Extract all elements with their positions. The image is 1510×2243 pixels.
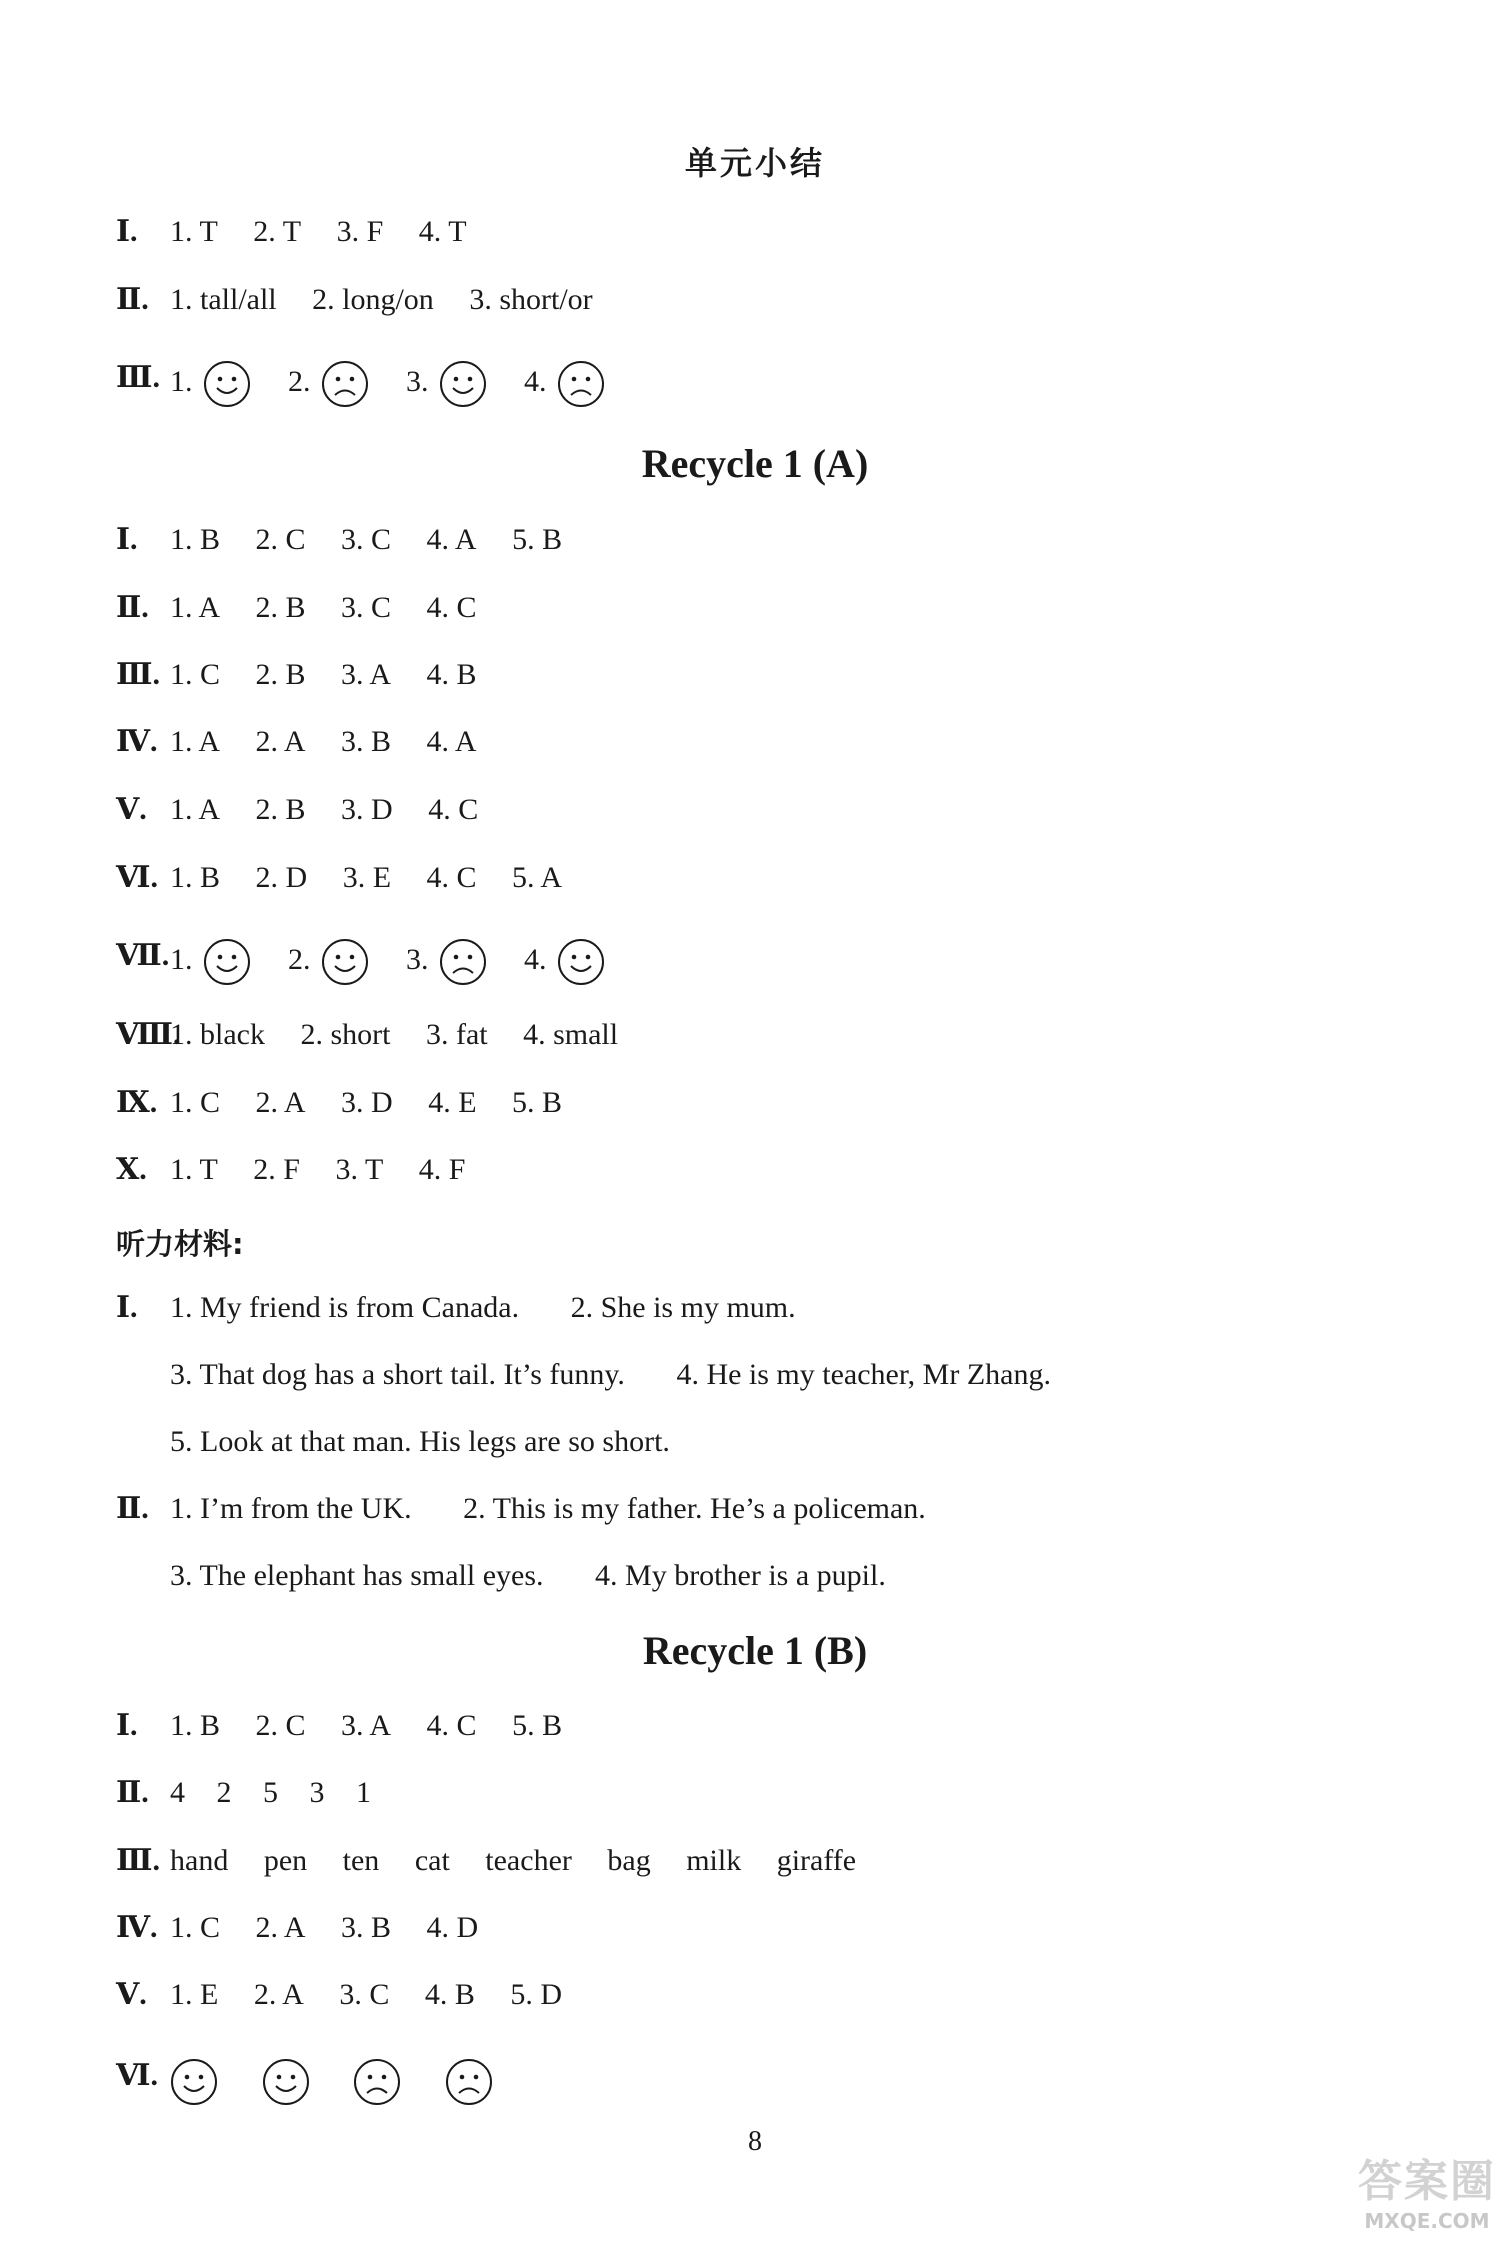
- answer-item: 4. C: [428, 793, 479, 826]
- answer-item: 4. D: [426, 1911, 479, 1944]
- answer-item: 3. C: [341, 523, 392, 556]
- answer-item: 3. B: [341, 725, 392, 758]
- roman-numeral: Ⅱ.: [116, 591, 149, 624]
- answer-item: 3. short/or: [469, 283, 593, 316]
- answer-item: bag: [607, 1844, 651, 1877]
- roman-numeral: Ⅴ.: [116, 1978, 147, 2011]
- answer-item: 4. A: [426, 725, 477, 758]
- answer-item: 4. C: [426, 591, 477, 624]
- listening-line: 3. The elephant has small eyes. 4. My brother is a pupil.: [170, 1559, 886, 1592]
- answer-item: 1: [356, 1776, 371, 1809]
- roman-numeral: Ⅵ.: [116, 2059, 158, 2092]
- roman-numeral: Ⅵ.: [116, 861, 158, 894]
- answer-item: cat: [414, 1844, 450, 1877]
- roman-numeral: Ⅰ.: [116, 1709, 138, 1742]
- sad-face-icon: [351, 2056, 403, 2108]
- smiley-face-icon: [555, 936, 607, 988]
- answer-item: 1. T: [170, 1153, 218, 1186]
- listening-line: 3. That dog has a short tail. It’s funny. 4. He is my teacher, Mr Zhang.: [170, 1358, 1051, 1391]
- face-label: 4.: [524, 364, 547, 398]
- section-title-unit-summary: 单元小结: [684, 144, 825, 182]
- answer-item: 5. D: [510, 1978, 563, 2011]
- face-label: 1.: [170, 942, 193, 976]
- answer-item: teacher: [485, 1844, 572, 1877]
- roman-numeral: Ⅷ.: [116, 1018, 181, 1051]
- roman-numeral: Ⅲ.: [116, 361, 161, 394]
- answer-item: 5. B: [512, 1709, 563, 1742]
- smiley-face-icon: [437, 358, 489, 410]
- roman-numeral: Ⅹ.: [116, 1153, 147, 1186]
- listening-line: 5. Look at that man. His legs are so short.: [170, 1425, 670, 1458]
- answer-item: 2. B: [255, 793, 306, 826]
- answer-item: 4. B: [424, 1978, 475, 2011]
- roman-numeral: Ⅰ.: [116, 1291, 138, 1324]
- answer-item: 4. C: [426, 861, 477, 894]
- smiley-face-icon: [201, 358, 253, 410]
- face-label: 4.: [524, 942, 547, 976]
- answer-item: 3. fat: [425, 1018, 488, 1051]
- listening-line: 1. I’m from the UK. 2. This is my father. He’s a policeman.: [170, 1492, 926, 1525]
- answer-item: 5. B: [512, 1086, 563, 1119]
- answer-item: 2. T: [253, 215, 302, 248]
- answer-item: 3. F: [336, 215, 384, 248]
- answer-item: 4. T: [418, 215, 467, 248]
- answer-item: 4. A: [426, 523, 477, 556]
- sad-face-icon: [443, 2056, 495, 2108]
- answer-item: 1. black: [170, 1018, 265, 1051]
- roman-numeral: Ⅶ.: [116, 939, 170, 972]
- answer-item: 3. T: [335, 1153, 384, 1186]
- answer-item: 1. C: [170, 1911, 221, 1944]
- roman-numeral: Ⅰ.: [116, 523, 138, 556]
- answer-item: 2. A: [255, 1086, 306, 1119]
- answer-item: 1. B: [170, 523, 221, 556]
- answer-item: 3. E: [342, 861, 392, 894]
- answer-item: 5: [263, 1776, 278, 1809]
- answer-item: ten: [342, 1844, 380, 1877]
- answer-item: 1. C: [170, 658, 221, 691]
- answer-item: 4. E: [428, 1086, 477, 1119]
- roman-numeral: Ⅰ.: [116, 215, 138, 248]
- smiley-face-icon: [168, 2056, 220, 2108]
- roman-numeral: Ⅳ.: [116, 725, 158, 758]
- smiley-face-icon: [319, 936, 371, 988]
- answer-item: 3. A: [341, 1709, 392, 1742]
- answer-item: 2. short: [300, 1018, 391, 1051]
- answer-item: 3. C: [339, 1978, 390, 2011]
- roman-numeral: Ⅸ.: [116, 1086, 158, 1119]
- answer-item: 4. F: [418, 1153, 466, 1186]
- roman-numeral: Ⅲ.: [116, 1844, 161, 1877]
- listening-heading: 听力材料:: [116, 1227, 244, 1261]
- answer-item: 1. B: [170, 1709, 221, 1742]
- answer-item: milk: [686, 1844, 742, 1877]
- answer-item: 4: [170, 1776, 185, 1809]
- answer-item: 2: [216, 1776, 232, 1809]
- answer-item: 2. B: [255, 591, 306, 624]
- roman-numeral: Ⅴ.: [116, 793, 147, 826]
- answer-item: 1. A: [170, 725, 221, 758]
- face-label: 2.: [288, 942, 311, 976]
- answer-item: 4. B: [426, 658, 477, 691]
- section-title-recycle-b: Recycle 1 (B): [642, 1628, 868, 1673]
- answer-item: 2. D: [255, 861, 308, 894]
- answer-item: 1. A: [170, 793, 221, 826]
- roman-numeral: Ⅱ.: [116, 283, 149, 316]
- answer-item: 2. A: [255, 1911, 306, 1944]
- answer-item: 1. tall/all: [170, 283, 277, 316]
- answer-item: 3: [309, 1776, 325, 1809]
- answer-item: 5. B: [512, 523, 563, 556]
- answer-item: 1. E: [170, 1978, 219, 2011]
- answer-item: 3. D: [341, 1086, 393, 1119]
- face-label: 3.: [406, 364, 429, 398]
- section-title-recycle-a: Recycle 1 (A): [641, 441, 869, 486]
- answer-item: 2. C: [255, 523, 306, 556]
- listening-line: 1. My friend is from Canada. 2. She is my mum.: [170, 1291, 796, 1324]
- answer-item: 2. F: [253, 1153, 300, 1186]
- page-number: 8: [748, 2126, 762, 2157]
- watermark-logo: 答案圈 MXQE.COM: [1358, 2156, 1496, 2233]
- face-label: 3.: [406, 942, 429, 976]
- answer-item: giraffe: [776, 1844, 857, 1877]
- answer-item: 4. C: [426, 1709, 477, 1742]
- face-label: 2.: [288, 364, 311, 398]
- answer-item: 4. small: [523, 1018, 619, 1051]
- answer-item: pen: [263, 1844, 308, 1877]
- answer-item: 2. C: [255, 1709, 306, 1742]
- roman-numeral: Ⅳ.: [116, 1911, 158, 1944]
- answer-item: 3. B: [341, 1911, 392, 1944]
- answer-item: 2. A: [255, 725, 306, 758]
- answer-item: 2. B: [255, 658, 306, 691]
- answer-item: 3. C: [341, 591, 392, 624]
- answer-item: 1. A: [170, 591, 221, 624]
- answer-item: 1. T: [170, 215, 218, 248]
- answer-item: 5. A: [512, 861, 563, 894]
- answer-item: 3. D: [341, 793, 393, 826]
- sad-face-icon: [437, 936, 489, 988]
- answer-item: 1. C: [170, 1086, 221, 1119]
- roman-numeral: Ⅱ.: [116, 1776, 149, 1809]
- answer-item: 2. long/on: [312, 283, 434, 316]
- face-label: 1.: [170, 364, 193, 398]
- answer-item: 3. A: [341, 658, 392, 691]
- smiley-face-icon: [260, 2056, 312, 2108]
- roman-numeral: Ⅱ.: [116, 1492, 149, 1525]
- answer-item: hand: [170, 1844, 229, 1877]
- sad-face-icon: [555, 358, 607, 410]
- sad-face-icon: [319, 358, 371, 410]
- smiley-face-icon: [201, 936, 253, 988]
- roman-numeral: Ⅲ.: [116, 658, 161, 691]
- answer-item: 1. B: [170, 861, 221, 894]
- answer-item: 2. A: [253, 1978, 304, 2011]
